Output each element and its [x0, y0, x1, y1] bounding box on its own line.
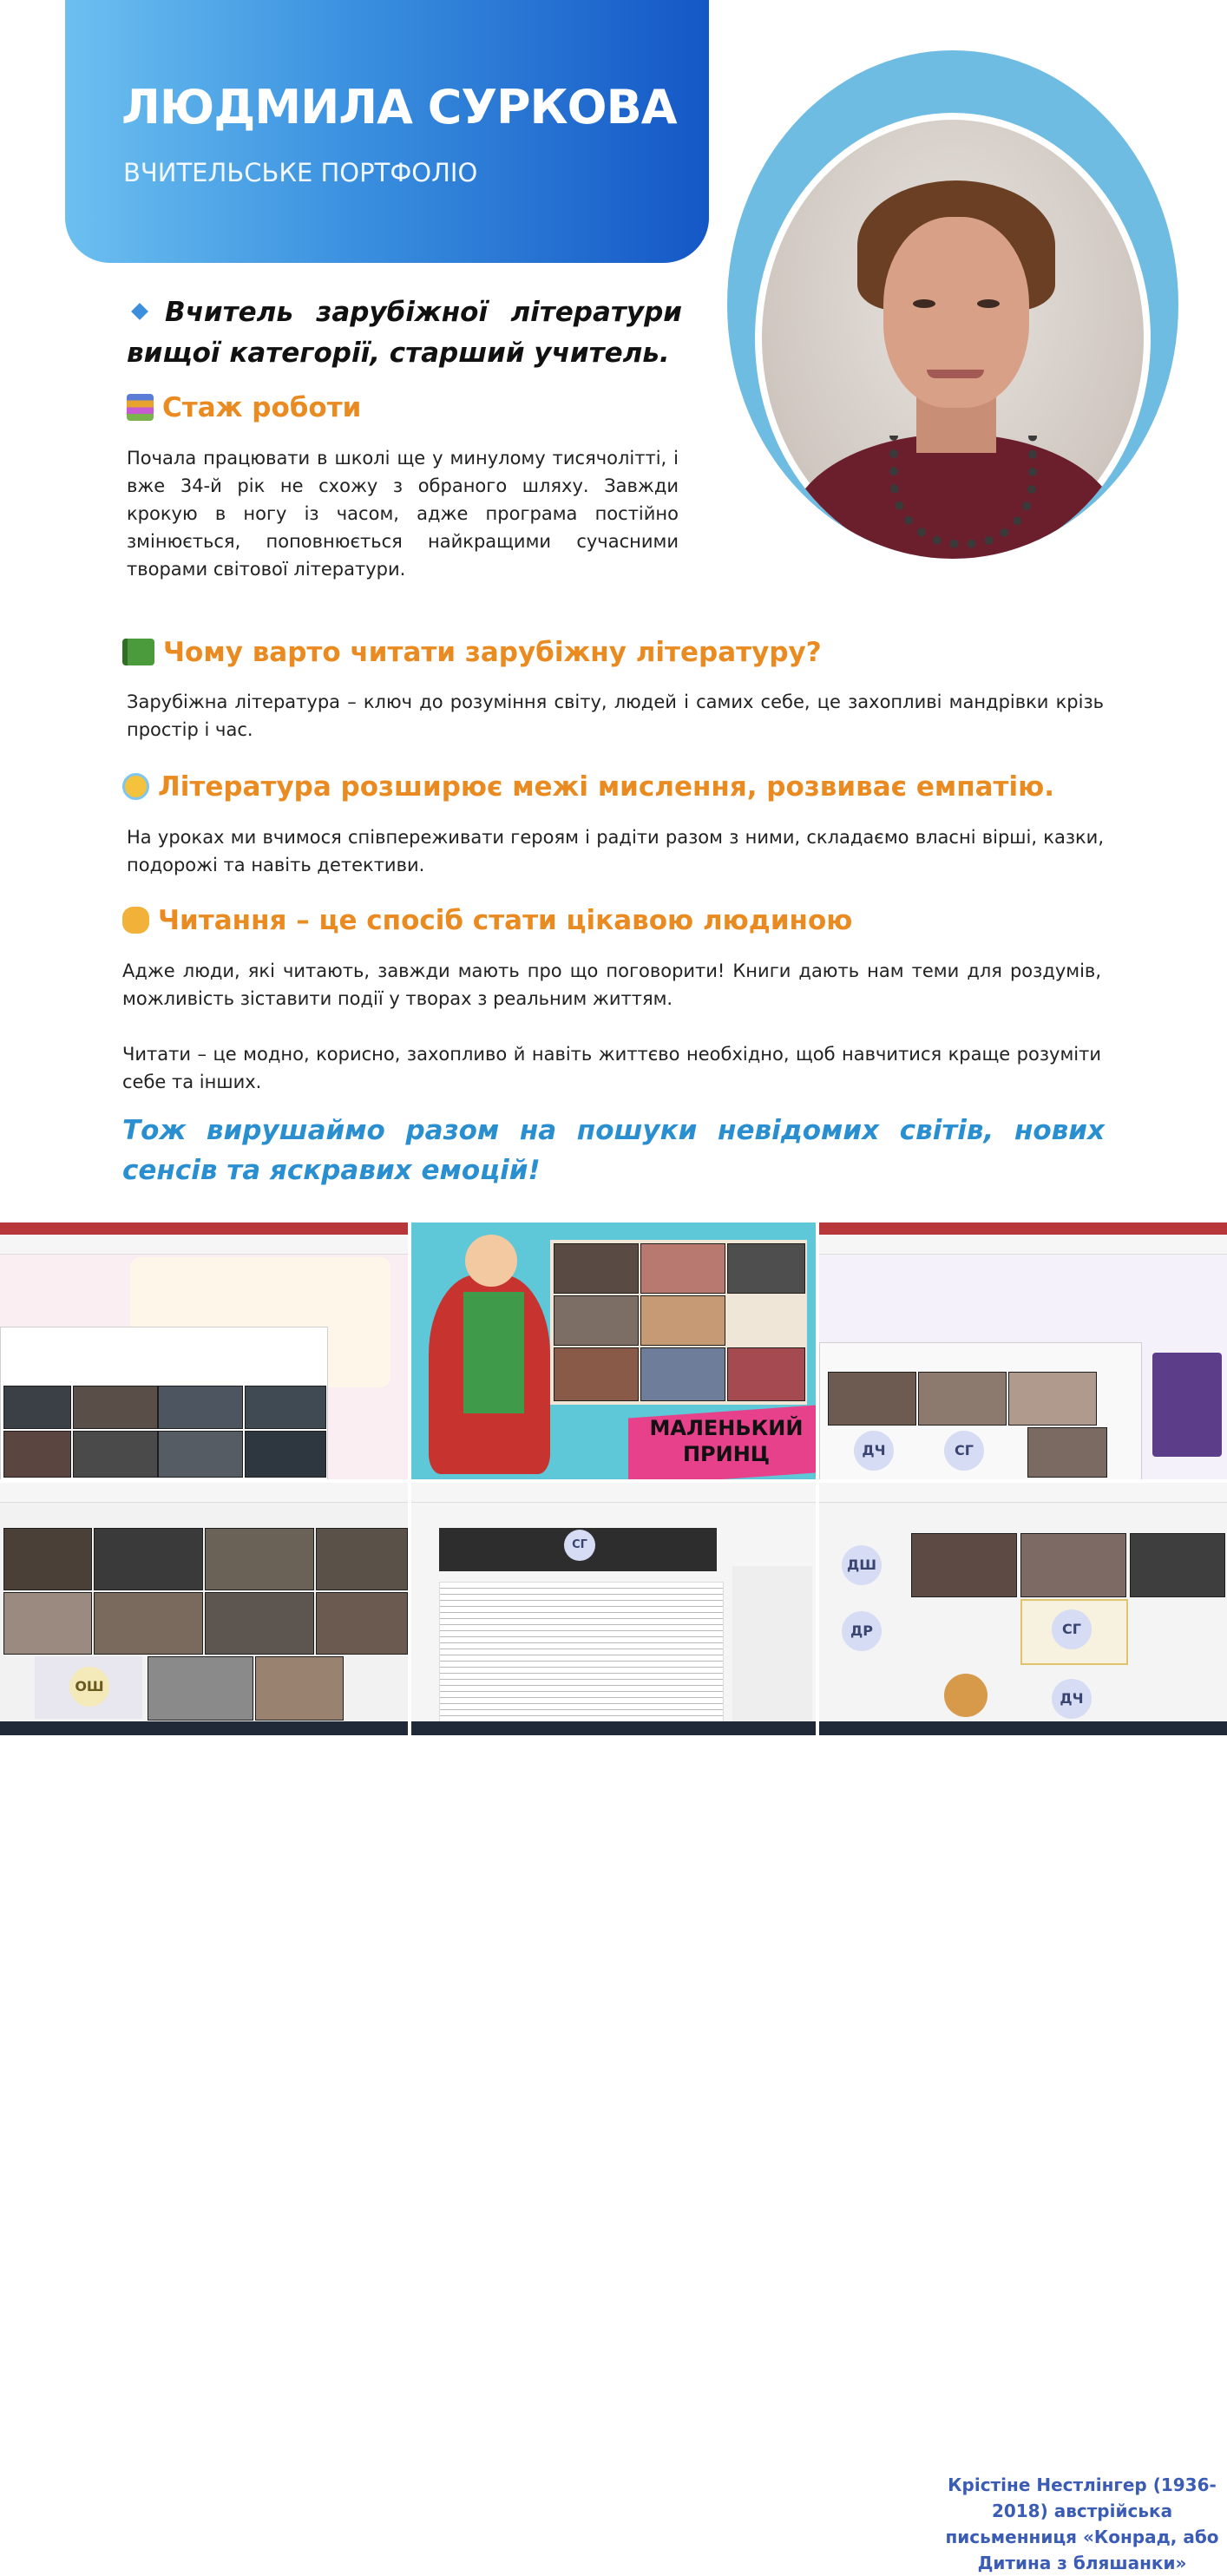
collage-tile-book-slide [0, 1222, 408, 1479]
green-book-icon [122, 639, 154, 665]
section-heading-experience: Стаж роботи [127, 392, 361, 423]
books-icon [127, 394, 154, 421]
header-banner [65, 0, 709, 263]
participant-initials: ДЧ [1052, 1679, 1092, 1719]
handshake-icon [122, 907, 149, 934]
participant-initials: СГ [564, 1530, 595, 1561]
teacher-name: ЛЮДМИЛА СУРКОВА [121, 80, 677, 134]
hamster-avatar [944, 1674, 988, 1717]
section-heading-reading: Читання – це спосіб стати цікавою людиною [122, 905, 852, 936]
author-slide-title: Крістіне Нестлінгер (1936-2018) австрійська письменниця «Конрад, або Дитина з бляшанки» [945, 2474, 1219, 2573]
section-text-why-read: Зарубіжна література – ключ до розуміння світу, людей і самих себе, це захопливі мандрівки крізь простір і час. [127, 692, 1104, 740]
collage-tile-video-call-2 [819, 1483, 1227, 1735]
section-text-reading-1: Адже люди, які читають, завжди мають про що поговорити! Книги дають нам теми для роздумів, можливість зіставити події у творах з реальним життям. [122, 960, 1101, 1009]
poster-title: МАЛЕНЬКИЙ ПРИНЦ [649, 1416, 804, 1466]
section-text-experience: Почала працювати в школі ще у минулому тисячолітті, і вже 34-й рік не схожу з обраного шляху. Завжди крокую в ногу із часом, адже програма постійно змінюється, поповнюється найкращими сучасними творами світової літератури. [127, 448, 679, 580]
section-heading-why-read: Чому варто читати зарубіжну літературу? [122, 637, 822, 668]
portfolio-subtitle: ВЧИТЕЛЬСЬКЕ ПОРТФОЛІО [123, 158, 478, 187]
section-text-empathy: На уроках ми вчимося співпереживати героям і радіти разом з ними, складаємо власні вірші, казки, подорожі та навіть детективи. [127, 827, 1104, 875]
closing-statement: Тож вирушаймо разом на пошуки невідомих світів, нових сенсів та яскравих емоцій! [122, 1115, 1105, 1186]
participant-initials: ДЧ [854, 1431, 894, 1471]
collage-tile-author-slide [819, 1222, 1227, 1479]
little-prince-poster [411, 1222, 816, 1479]
book-cover [1152, 1353, 1222, 1457]
participant-initials: ДШ [842, 1545, 882, 1585]
participant-initials: ОШ [69, 1667, 109, 1707]
teacher-portrait [755, 113, 1151, 559]
participant-initials: СГ [1052, 1609, 1092, 1649]
teacher-title: Вчитель зарубіжної літератури вищої категорії, старший учитель. [127, 297, 682, 369]
smiling-face-halo-icon [122, 773, 149, 800]
portrait-blob [727, 50, 1178, 559]
participant-initials: ДР [842, 1611, 882, 1651]
section-heading-empathy: Література розширює межі мислення, розвиває емпатію. [122, 771, 1054, 803]
collage-tile-document [411, 1483, 816, 1735]
collage-tile-video-call-1 [0, 1483, 408, 1735]
blue-diamond-icon [131, 303, 148, 320]
section-text-reading-2: Читати – це модно, корисно, захопливо й навіть життєво необхідно, щоб навчитися краще розуміти себе та інших. [122, 1044, 1101, 1092]
participant-initials: СГ [944, 1431, 984, 1471]
